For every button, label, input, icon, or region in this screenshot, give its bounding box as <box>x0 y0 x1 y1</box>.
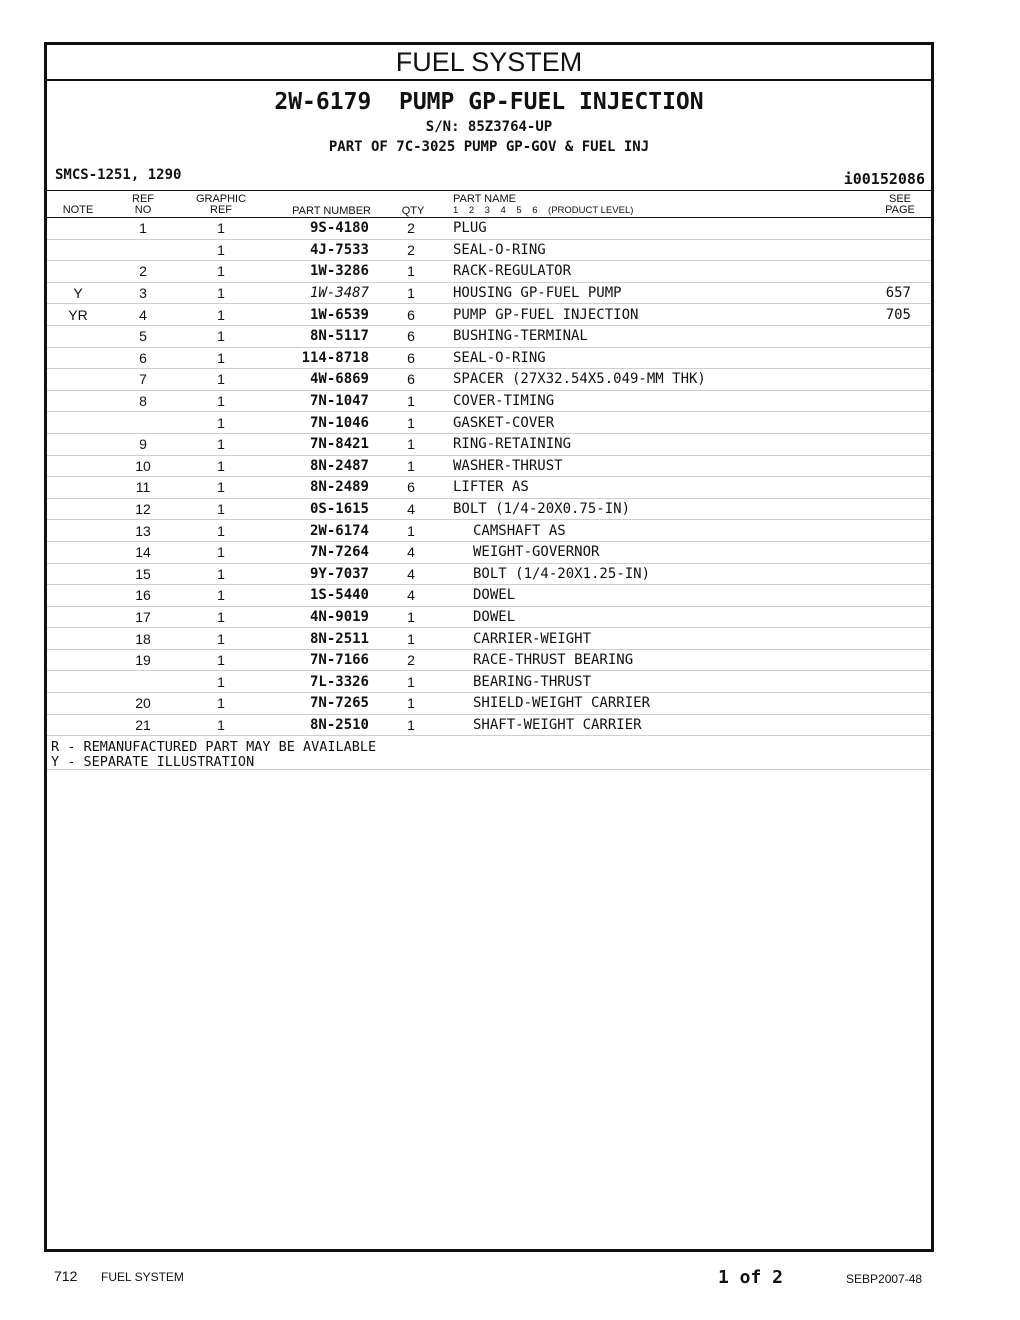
smcs-codes: SMCS-1251, 1290 <box>55 167 182 183</box>
see-page-cell <box>833 239 931 261</box>
part-name-cell: BUSHING-TERMINAL <box>453 325 833 347</box>
note-cell <box>47 498 109 520</box>
note-cell <box>47 671 109 693</box>
part-name-cell: BEARING-THRUST <box>453 671 833 693</box>
graphic-ref-cell: 1 <box>177 714 265 736</box>
table-row <box>47 455 931 477</box>
col-header-see-line1: SEE <box>888 193 911 205</box>
graphic-ref-cell: 1 <box>177 412 265 434</box>
graphic-ref-cell: 1 <box>177 541 265 563</box>
ref-no-cell: 3 <box>109 282 177 304</box>
see-page-cell: 705 <box>833 304 931 326</box>
table-row <box>47 347 931 369</box>
part-number-cell: 7N-1046 <box>265 412 369 434</box>
part-name-cell: CAMSHAFT AS <box>453 520 833 542</box>
see-page-cell <box>833 325 931 347</box>
see-page-cell <box>833 369 931 391</box>
note-cell <box>47 261 109 283</box>
part-name-cell: PUMP GP-FUEL INJECTION <box>453 304 833 326</box>
qty-cell: 1 <box>369 714 453 736</box>
part-name-cell: HOUSING GP-FUEL PUMP <box>453 282 833 304</box>
part-name-cell: WASHER-THRUST <box>453 455 833 477</box>
ref-no-cell: 9 <box>109 433 177 455</box>
serial-number: S/N: 85Z3764-UP <box>425 119 553 135</box>
qty-cell: 1 <box>369 628 453 650</box>
ref-no-cell: 21 <box>109 714 177 736</box>
graphic-ref-cell: 1 <box>177 369 265 391</box>
see-page-cell <box>833 477 931 499</box>
see-page-cell <box>833 218 931 239</box>
notes-block <box>51 740 931 770</box>
part-name-cell: SPACER (27X32.54X5.049-MM THK) <box>453 369 833 391</box>
see-page-cell <box>833 455 931 477</box>
graphic-ref-cell: 1 <box>177 390 265 412</box>
part-name-cell: RING-RETAINING <box>453 433 833 455</box>
see-page-cell <box>833 433 931 455</box>
qty-cell: 1 <box>369 520 453 542</box>
part-name-cell: GASKET-COVER <box>453 412 833 434</box>
note-cell <box>47 585 109 607</box>
col-header-graphic-line2: REF <box>210 204 232 216</box>
part-name-cell: SEAL-O-RING <box>453 239 833 261</box>
qty-cell: 2 <box>369 649 453 671</box>
part-number-cell: 1W-3286 <box>265 261 369 283</box>
parts-table <box>47 218 931 736</box>
page-frame <box>44 42 934 1252</box>
qty-cell: 6 <box>369 325 453 347</box>
part-name-cell: BOLT (1/4-20X0.75-IN) <box>453 498 833 520</box>
note-cell <box>47 714 109 736</box>
see-page-cell <box>833 585 931 607</box>
col-header-graphic-line1: GRAPHIC <box>195 193 247 205</box>
ref-no-cell: 2 <box>109 261 177 283</box>
qty-cell: 2 <box>369 218 453 239</box>
qty-cell: 6 <box>369 477 453 499</box>
qty-cell: 1 <box>369 412 453 434</box>
qty-cell: 4 <box>369 563 453 585</box>
table-row <box>47 218 931 239</box>
col-header-ref-line1: REF <box>132 193 154 205</box>
note-cell <box>47 433 109 455</box>
part-name-cell: WEIGHT-GOVERNOR <box>453 541 833 563</box>
see-page-cell <box>833 714 931 736</box>
header-top-rule <box>47 190 931 191</box>
footer-page-number: 712 <box>54 1268 78 1284</box>
table-row <box>47 325 931 347</box>
graphic-ref-cell: 1 <box>177 671 265 693</box>
see-page-cell <box>833 498 931 520</box>
ref-no-cell: 15 <box>109 563 177 585</box>
ref-no-cell: 17 <box>109 606 177 628</box>
table-row <box>47 563 931 585</box>
part-number-cell: 7N-7264 <box>265 541 369 563</box>
part-name-cell: SHAFT-WEIGHT CARRIER <box>453 714 833 736</box>
qty-cell: 6 <box>369 347 453 369</box>
graphic-ref-cell: 1 <box>177 477 265 499</box>
part-number-cell: 8N-5117 <box>265 325 369 347</box>
note-cell <box>47 520 109 542</box>
qty-cell: 6 <box>369 304 453 326</box>
ref-no-cell: 12 <box>109 498 177 520</box>
part-number-cell: 7N-7265 <box>265 693 369 715</box>
ref-no-cell: 5 <box>109 325 177 347</box>
table-row <box>47 412 931 434</box>
see-page-cell <box>833 412 931 434</box>
graphic-ref-cell: 1 <box>177 239 265 261</box>
qty-cell: 1 <box>369 261 453 283</box>
part-name-cell: BOLT (1/4-20X1.25-IN) <box>453 563 833 585</box>
graphic-ref-cell: 1 <box>177 304 265 326</box>
ref-no-cell: 1 <box>109 218 177 239</box>
ref-no-cell: 16 <box>109 585 177 607</box>
graphic-ref-cell: 1 <box>177 585 265 607</box>
part-name-cell: LIFTER AS <box>453 477 833 499</box>
see-page-cell <box>833 606 931 628</box>
graphic-ref-cell: 1 <box>177 282 265 304</box>
graphic-ref-cell: 1 <box>177 649 265 671</box>
note-cell <box>47 390 109 412</box>
part-number-cell: 7L-3326 <box>265 671 369 693</box>
qty-cell: 1 <box>369 693 453 715</box>
see-page-cell <box>833 347 931 369</box>
note-cell <box>47 693 109 715</box>
part-name-cell: CARRIER-WEIGHT <box>453 628 833 650</box>
note-cell <box>47 412 109 434</box>
part-name-cell: PLUG <box>453 218 833 239</box>
part-name-cell: RACK-REGULATOR <box>453 261 833 283</box>
part-name-cell: COVER-TIMING <box>453 390 833 412</box>
part-number-cell: 9Y-7037 <box>265 563 369 585</box>
qty-cell: 1 <box>369 606 453 628</box>
note-cell <box>47 649 109 671</box>
notes-rule <box>47 769 931 770</box>
table-row <box>47 304 931 326</box>
table-row <box>47 282 931 304</box>
table-row <box>47 606 931 628</box>
graphic-ref-cell: 1 <box>177 498 265 520</box>
ref-no-cell: 18 <box>109 628 177 650</box>
footer-section: FUEL SYSTEM <box>101 1270 184 1284</box>
part-number-cell: 114-8718 <box>265 347 369 369</box>
part-number-cell: 1S-5440 <box>265 585 369 607</box>
col-header-see-line2: PAGE <box>885 204 915 216</box>
table-row <box>47 649 931 671</box>
part-number-cell: 4N-9019 <box>265 606 369 628</box>
part-number-cell: 7N-7166 <box>265 649 369 671</box>
col-header-note: NOTE <box>62 204 94 216</box>
part-number-cell: 4W-6869 <box>265 369 369 391</box>
ref-no-cell: 14 <box>109 541 177 563</box>
ref-no-cell: 19 <box>109 649 177 671</box>
qty-cell: 4 <box>369 541 453 563</box>
note-cell <box>47 218 109 239</box>
footer-doc-id: SEBP2007-48 <box>846 1272 923 1286</box>
table-row <box>47 239 931 261</box>
part-number-cell: 8N-2487 <box>265 455 369 477</box>
note-cell <box>47 628 109 650</box>
table-row <box>47 671 931 693</box>
part-number-cell: 8N-2489 <box>265 477 369 499</box>
see-page-cell <box>833 628 931 650</box>
part-number-cell: 4J-7533 <box>265 239 369 261</box>
table-row <box>47 693 931 715</box>
ref-no-cell: 20 <box>109 693 177 715</box>
note-cell <box>47 455 109 477</box>
table-row <box>47 498 931 520</box>
col-header-product-level: 1 2 3 4 5 6 (PRODUCT LEVEL) <box>453 205 634 216</box>
table-row <box>47 541 931 563</box>
table-row <box>47 477 931 499</box>
table-row <box>47 433 931 455</box>
see-page-cell <box>833 563 931 585</box>
graphic-ref-cell: 1 <box>177 218 265 239</box>
see-page-cell <box>833 390 931 412</box>
note-cell <box>47 606 109 628</box>
qty-cell: 1 <box>369 671 453 693</box>
see-page-cell <box>833 261 931 283</box>
note-remanufactured: R - REMANUFACTURED PART MAY BE AVAILABLE <box>51 739 377 755</box>
col-header-part-name-line1: PART NAME <box>453 193 516 205</box>
table-row <box>47 369 931 391</box>
ref-no-cell: 11 <box>109 477 177 499</box>
qty-cell: 1 <box>369 282 453 304</box>
ref-no-cell <box>109 412 177 434</box>
table-row <box>47 390 931 412</box>
ref-no-cell: 7 <box>109 369 177 391</box>
table-row <box>47 628 931 650</box>
note-cell <box>47 477 109 499</box>
table-row <box>47 520 931 542</box>
part-number-cell: 0S-1615 <box>265 498 369 520</box>
col-header-qty: QTY <box>401 205 425 217</box>
note-cell: YR <box>47 304 109 326</box>
part-number-cell: 8N-2510 <box>265 714 369 736</box>
qty-cell: 1 <box>369 455 453 477</box>
qty-cell: 4 <box>369 585 453 607</box>
qty-cell: 1 <box>369 390 453 412</box>
part-name-cell: DOWEL <box>453 585 833 607</box>
footer-page-of: 1 of 2 <box>718 1267 784 1288</box>
ref-no-cell: 10 <box>109 455 177 477</box>
see-page-cell <box>833 520 931 542</box>
graphic-ref-cell: 1 <box>177 455 265 477</box>
graphic-ref-cell: 1 <box>177 433 265 455</box>
note-cell: Y <box>47 282 109 304</box>
part-name-cell: SEAL-O-RING <box>453 347 833 369</box>
part-number-cell: 7N-8421 <box>265 433 369 455</box>
part-name-cell: RACE-THRUST BEARING <box>453 649 833 671</box>
graphic-ref-cell: 1 <box>177 261 265 283</box>
note-cell <box>47 541 109 563</box>
qty-cell: 4 <box>369 498 453 520</box>
part-number-cell: 1W-3487 <box>265 282 369 304</box>
part-number-cell: 1W-6539 <box>265 304 369 326</box>
illustration-id: i00152086 <box>843 170 925 188</box>
ref-no-cell: 6 <box>109 347 177 369</box>
part-number-cell: 9S-4180 <box>265 218 369 239</box>
ref-no-cell: 13 <box>109 520 177 542</box>
ref-no-cell: 8 <box>109 390 177 412</box>
part-number-cell: 2W-6174 <box>265 520 369 542</box>
qty-cell: 6 <box>369 369 453 391</box>
ref-no-cell <box>109 671 177 693</box>
table-row <box>47 585 931 607</box>
graphic-ref-cell: 1 <box>177 628 265 650</box>
table-row <box>47 261 931 283</box>
see-page-cell <box>833 671 931 693</box>
ref-no-cell <box>109 239 177 261</box>
col-header-part-number: PART NUMBER <box>292 205 371 217</box>
part-title: 2W-6179 PUMP GP-FUEL INJECTION <box>274 89 704 115</box>
graphic-ref-cell: 1 <box>177 347 265 369</box>
see-page-cell <box>833 693 931 715</box>
note-cell <box>47 325 109 347</box>
note-cell <box>47 347 109 369</box>
qty-cell: 1 <box>369 433 453 455</box>
note-separate-illustration: Y - SEPARATE ILLUSTRATION <box>51 754 255 770</box>
part-name-cell: DOWEL <box>453 606 833 628</box>
qty-cell: 2 <box>369 239 453 261</box>
part-name-cell: SHIELD-WEIGHT CARRIER <box>453 693 833 715</box>
graphic-ref-cell: 1 <box>177 563 265 585</box>
graphic-ref-cell: 1 <box>177 606 265 628</box>
section-title: FUEL SYSTEM <box>47 45 931 81</box>
graphic-ref-cell: 1 <box>177 520 265 542</box>
note-cell <box>47 369 109 391</box>
col-header-ref-line2: NO <box>134 204 152 216</box>
graphic-ref-cell: 1 <box>177 693 265 715</box>
see-page-cell <box>833 541 931 563</box>
table-row <box>47 714 931 736</box>
see-page-cell <box>833 649 931 671</box>
note-cell <box>47 239 109 261</box>
graphic-ref-cell: 1 <box>177 325 265 347</box>
part-number-cell: 7N-1047 <box>265 390 369 412</box>
see-page-cell: 657 <box>833 282 931 304</box>
part-of-text: PART OF 7C-3025 PUMP GP-GOV & FUEL INJ <box>328 139 650 155</box>
part-number-cell: 8N-2511 <box>265 628 369 650</box>
note-cell <box>47 563 109 585</box>
ref-no-cell: 4 <box>109 304 177 326</box>
